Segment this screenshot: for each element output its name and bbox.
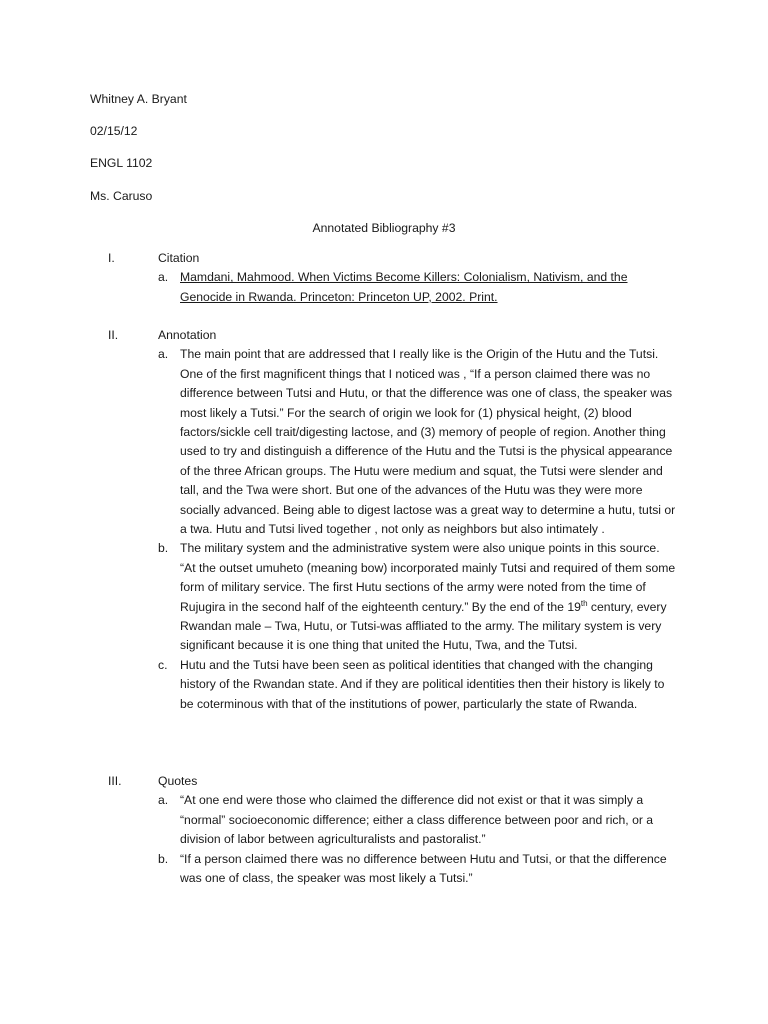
list-item: [158, 656, 678, 714]
citation-text: Mamdani, Mahmood. When Victims Become Killers: Colonialism, Nativism, and the Genocide in Rwanda. Princeton: Princeton UP, 2002. Print.: [180, 270, 628, 304]
list-item: [158, 850, 678, 889]
item-letter: a.: [158, 270, 169, 285]
section-numeral: III.: [108, 774, 122, 788]
item-letter: b.: [158, 851, 169, 866]
document-title: Annotated Bibliography #3: [312, 221, 456, 235]
list-item: [158, 268, 678, 307]
section-numeral: II.: [108, 328, 119, 342]
item-letter: a.: [158, 793, 169, 808]
instructor-name: Ms. Caruso: [90, 189, 153, 203]
author-name: Whitney A. Bryant: [90, 92, 187, 106]
item-letter: c.: [158, 657, 168, 672]
section-heading: Citation: [158, 251, 200, 265]
section-items: [158, 345, 678, 714]
ordinal-suffix: th: [580, 598, 588, 608]
section-heading: Quotes: [158, 774, 198, 788]
item-letter: a.: [158, 347, 169, 362]
item-letter: b.: [158, 541, 169, 556]
section-items: [158, 268, 678, 307]
list-item: [158, 791, 678, 849]
section-heading: Annotation: [158, 328, 217, 342]
annotation-text-part: century, every Rwandan male – Twa, Hutu, or Tutsi-was affliated to the army. The military system is very significant because it is one thing that united the Hutu, Twa, and the Tutsi.: [180, 599, 667, 653]
annotation-text: Hutu and the Tutsi have been seen as political identities that changed with the changing history of the Rwandan state. And if they are political identities then their history is likely to be coterminous with that of the institutions of power, particularly the state of Rwanda.: [180, 657, 665, 711]
list-item: [158, 345, 678, 539]
annotation-text: [180, 539, 678, 655]
document-date: 02/15/12: [90, 124, 138, 138]
course-name: ENGL 1102: [90, 156, 153, 170]
quote-text: “If a person claimed there was no difference between Hutu and Tutsi, or that the difference was one of class, the speaker was most likely a Tutsi.”: [180, 851, 667, 886]
annotation-text-part: The military system and the administrative system were also unique points in this source. “At the outset umuheto (meaning bow) incorporated mainly Tutsi and required of them some form of military service. The first Hutu sections of the army were noted from the time of Rujugira in the second half of the eighteenth century.” By the end of the 19: [180, 541, 676, 614]
section-numeral: I.: [108, 251, 115, 265]
annotation-text: The main point that are addressed that I really like is the Origin of the Hutu and the Tutsi. One of the first magnificent things that I noticed was , “If a person claimed there was no difference between Tutsi and Hutu, or that the difference was one of class, the speaker was most likely a Tutsi.” For the search of origin we look for (1) physical height, (2) blood factors/sickle cell trait/digesting lactose, and (3) memory of people of region. Another thing used to try and distinguish a difference of the Hutu and the Tutsi is the physical appearance of the three African groups. The Hutu were medium and squat, the Tutsi were slender and tall, and the Twa were short. But one of the advances of the Hutu was they were more socially advanced. Being able to digest lactose was a great way to determine a hutu, tutsi or a twa. Hutu and Tutsi lived together , not only as neighbors but also intimately .: [180, 347, 676, 537]
section-items: [158, 791, 678, 888]
quote-text: “At one end were those who claimed the difference did not exist or that it was simply a “normal” socioeconomic difference; either a class difference between poor and rich, or a division of labor between agriculturalists and pastoralist.”: [180, 793, 654, 847]
list-item: [158, 539, 678, 655]
